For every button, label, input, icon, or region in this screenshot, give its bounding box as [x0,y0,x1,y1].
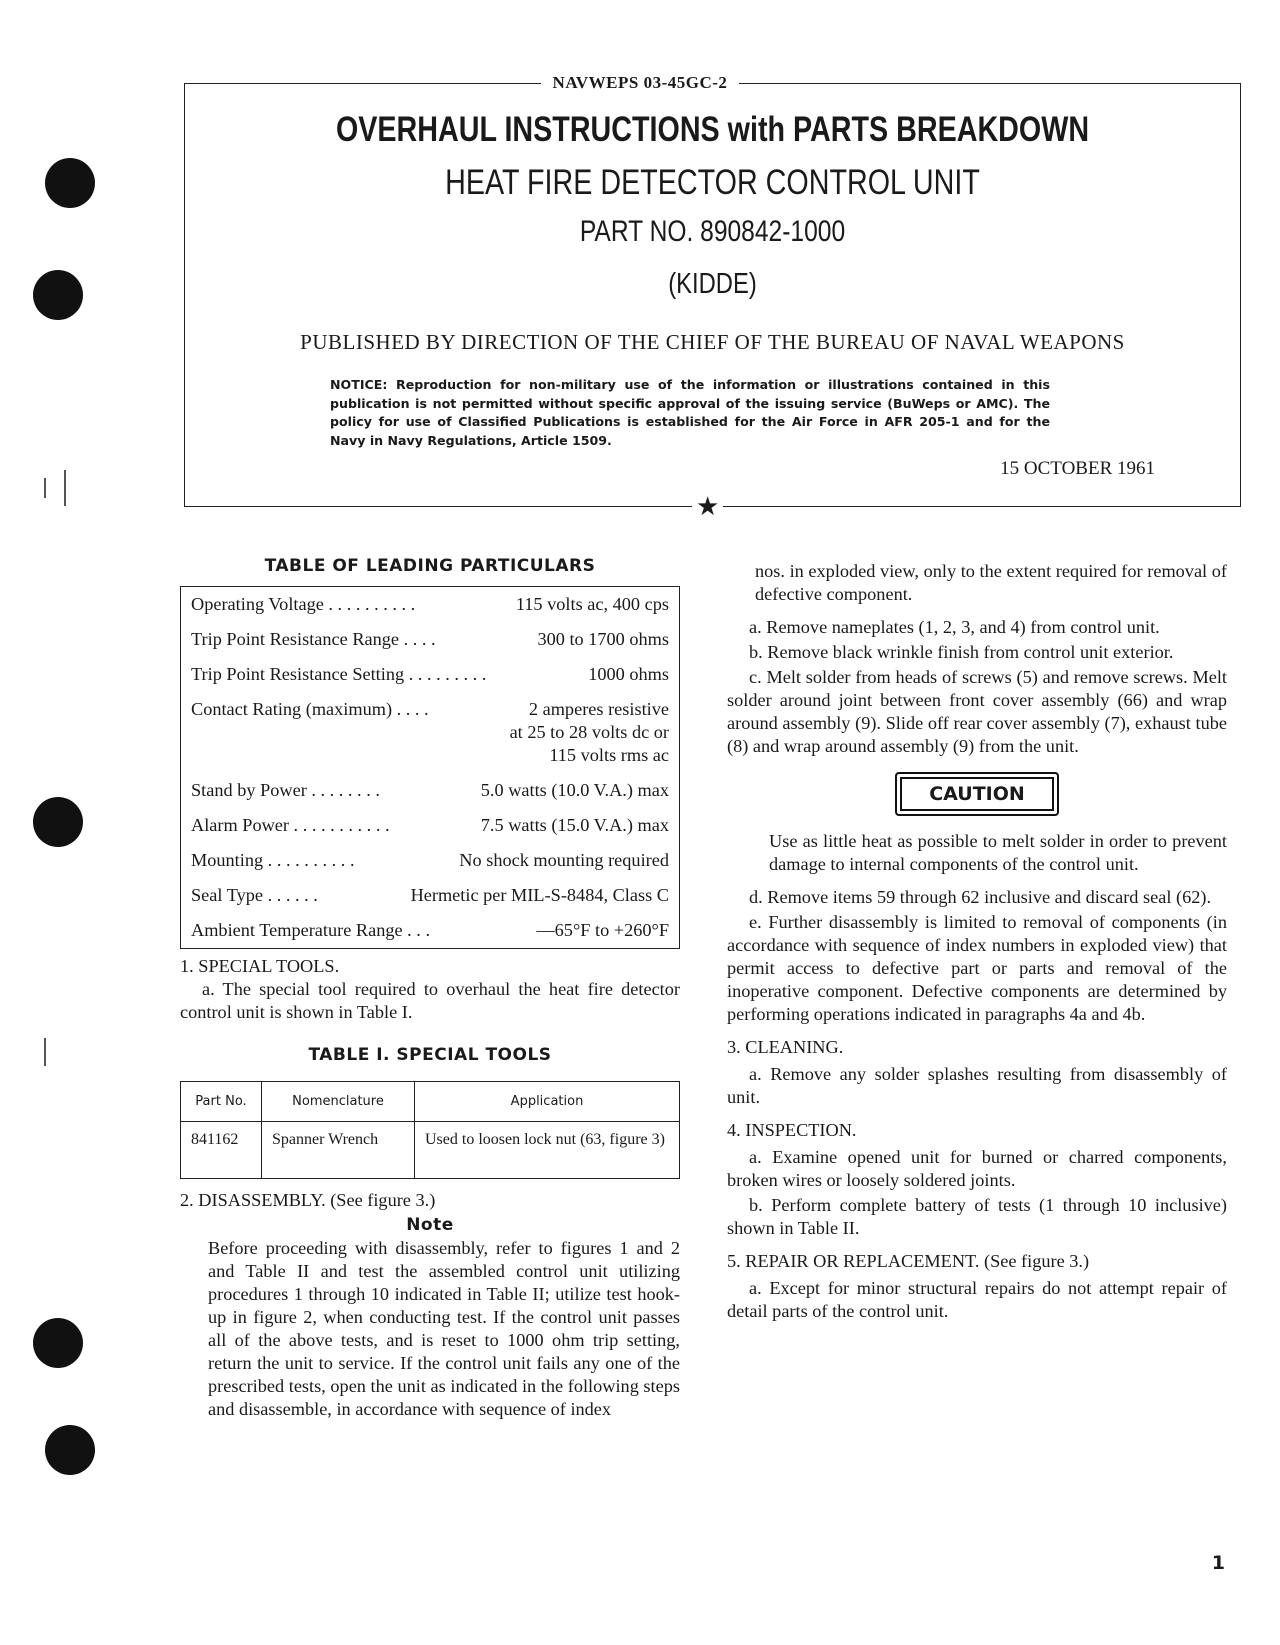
left-column [180,555,680,1421]
particulars-label: Mounting . . . . . . . . . . [191,850,355,870]
manufacturer: (KIDDE) [668,268,757,300]
particulars-value: 1000 ohms [588,664,669,684]
binder-hole [33,270,83,320]
table-header: Application [415,1082,680,1122]
published-by: PUBLISHED BY DIRECTION OF THE CHIEF OF THE BUREAU OF NAVAL WEAPONS [300,330,1125,354]
particulars-label: Operating Voltage . . . . . . . . . . [191,594,416,614]
section-2-para-b: b. Remove black wrinkle finish from control unit exterior. [749,642,1174,662]
document-date: 15 OCTOBER 1961 [1000,458,1155,479]
particulars-label: Trip Point Resistance Setting . . . . . . . . . [191,664,487,684]
part-number: PART NO. 890842-1000 [579,215,846,248]
particulars-label: Seal Type . . . . . . [191,885,318,905]
margin-mark [44,1038,46,1066]
page-number: 1 [1211,1552,1225,1574]
right-column [727,560,1227,1323]
section-2-heading: 2. DISASSEMBLY. (See figure 3.) [180,1190,436,1210]
table-cell: Spanner Wrench [262,1122,415,1179]
particulars-label: Trip Point Resistance Range . . . . [191,629,436,649]
particulars-value: —65°F to +260°F [536,920,669,940]
note-continuation: nos. in exploded view, only to the extent required for removal of defective component. [755,561,1227,604]
particulars-value: 115 volts ac, 400 cps [515,594,669,614]
particulars-value: No shock mounting required [459,850,669,870]
document-title: OVERHAUL INSTRUCTIONS with PARTS BREAKDOWN [335,110,1090,149]
particulars-row [191,593,669,616]
caution-label: CAUTION [895,772,1059,816]
table-header: Nomenclature [262,1082,415,1122]
particulars-label: Stand by Power . . . . . . . . [191,780,380,800]
table-cell: Used to loosen lock nut (63, figure 3) [415,1122,680,1179]
table-1-title: TABLE I. SPECIAL TOOLS [308,1045,552,1065]
section-3-para-a: a. Remove any solder splashes resulting from disassembly of unit. [727,1064,1227,1107]
particulars-label: Contact Rating (maximum) . . . . [191,699,429,719]
section-2-para-c: c. Melt solder from heads of screws (5) and remove screws. Melt solder around joint between front cover assembly (66) and wrap around assembly (9). Slide off rear cover assembly (7), exhaust tube (8) and wrap around assembly (9) from the unit. [727,667,1227,756]
section-4-heading: 4. INSPECTION. [727,1120,857,1140]
particulars-value: 300 to 1700 ohms [537,629,669,649]
star-icon: ★ [692,494,723,520]
margin-mark [44,478,46,498]
particulars-title: TABLE OF LEADING PARTICULARS [264,556,596,576]
binder-hole [45,158,95,208]
binder-hole [33,1318,83,1368]
binder-hole [33,797,83,847]
particulars-value: Hermetic per MIL-S-8484, Class C [410,885,669,905]
section-4-para-a: a. Examine opened unit for burned or charred components, broken wires or loosely soldered joints. [727,1147,1227,1190]
section-3-heading: 3. CLEANING. [727,1037,844,1057]
section-1-para-a: a. The special tool required to overhaul the heat fire detector control unit is shown in Table I. [180,979,680,1022]
note-text: Before proceeding with disassembly, refer to figures 1 and 2 and Table II and test the assembled control unit utilizing procedures 1 through 10 indicated in Table II; utilize test hook-up in figure 2, when conducting test. If the control unit passes all of the above tests, and is reset to 1000 ohm trip setting, return the unit to service. If the control unit fails any one of the prescribed tests, open the unit as indicated in the following steps and disassemble, in accordance with sequence of index [208,1238,680,1419]
particulars-table [180,586,680,949]
particulars-label: Alarm Power . . . . . . . . . . . [191,815,390,835]
section-2-para-d: d. Remove items 59 through 62 inclusive and discard seal (62). [749,887,1212,907]
particulars-value: 7.5 watts (15.0 V.A.) max [480,815,669,835]
notice-text: NOTICE: Reproduction for non-military use of the information or illustrations contained in this publication is not permitted without specific approval of the issuing service (BuWeps or AMC). The policy for use of Classified Publications is established for the Air Force in AFR 205-1 and for the Navy in Navy Regulations, Article 1509. [330,377,1050,448]
section-2-para-a: a. Remove nameplates (1, 2, 3, and 4) from control unit. [749,617,1160,637]
table-cell: 841162 [181,1122,262,1179]
special-tools-table [180,1081,680,1179]
margin-mark [64,470,66,506]
particulars-row [191,849,669,872]
document-subtitle: HEAT FIRE DETECTOR CONTROL UNIT [445,163,980,202]
particulars-row [191,698,669,767]
particulars-row [191,884,669,907]
particulars-label: Ambient Temperature Range . . . [191,920,431,940]
section-5-heading: 5. REPAIR OR REPLACEMENT. (See figure 3.) [727,1251,1090,1271]
binder-hole [45,1425,95,1475]
note-title: Note [406,1215,454,1235]
section-4-para-b: b. Perform complete battery of tests (1 through 10 inclusive) shown in Table II. [727,1195,1227,1238]
particulars-row [191,628,669,651]
particulars-value: 2 amperes resistive at 25 to 28 volts dc or 115 volts rms ac [509,699,669,765]
particulars-row [191,663,669,686]
particulars-row [191,814,669,837]
table-header: Part No. [181,1082,262,1122]
document-number: NAVWEPS 03-45GC-2 [0,73,1280,93]
particulars-row [191,919,669,942]
particulars-row [191,779,669,802]
particulars-value: 5.0 watts (10.0 V.A.) max [480,780,669,800]
caution-text: Use as little heat as possible to melt solder in order to prevent damage to internal components of the control unit. [769,831,1227,874]
section-2-para-e: e. Further disassembly is limited to removal of components (in accordance with sequence of index numbers in exploded view) that permit access to defective part or parts and removal of the inoperative component. Defective components are determined by performing operations indicated in paragraphs 4a and 4b. [727,912,1227,1024]
section-5-para-a: a. Except for minor structural repairs do not attempt repair of detail parts of the control unit. [727,1278,1227,1321]
section-1-heading: 1. SPECIAL TOOLS. [180,956,340,976]
table-row [181,1122,680,1179]
